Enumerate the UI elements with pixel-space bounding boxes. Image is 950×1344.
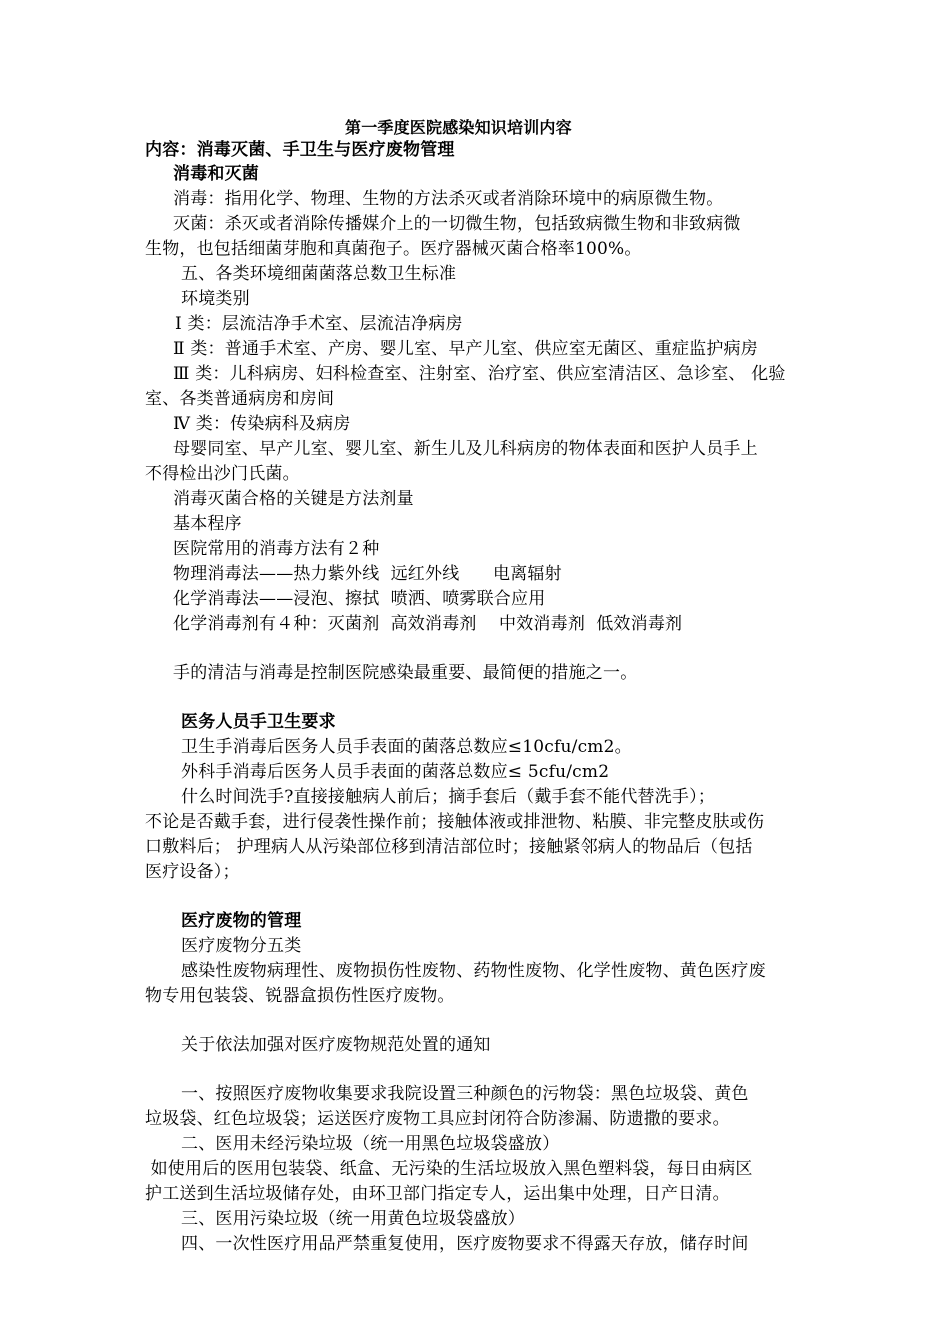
paragraph-line: 口敷料后； 护理病人从污染部位移到清洁部位时；接触紧邻病人的物品后（包括: [145, 837, 753, 857]
paragraph-line: Ⅲ 类：儿科病房、妇科检查室、注射室、治疗室、供应室清洁区、急诊室、 化验: [173, 364, 786, 384]
paragraph-line: 物理消毒法——热力紫外线 远红外线 电离辐射: [173, 564, 562, 584]
paragraph-line: Ⅳ 类：传染病科及病房: [173, 414, 351, 434]
paragraph-line: 化学消毒法——浸泡、擦拭 喷洒、喷雾联合应用: [173, 589, 546, 609]
paragraph-line: 感染性废物病理性、废物损伤性废物、药物性废物、化学性废物、黄色医疗废: [181, 961, 766, 981]
paragraph-line: 医疗设备）；: [145, 862, 240, 882]
paragraph-line: 三、医用污染垃圾（统一用黄色垃圾袋盛放）: [181, 1209, 525, 1229]
paragraph-line: 四、一次性医疗用品严禁重复使用，医疗废物要求不得露天存放，储存时间: [181, 1234, 749, 1254]
paragraph-line: 母婴同室、早产儿室、婴儿室、新生儿及儿科病房的物体表面和医护人员手上: [173, 439, 758, 459]
paragraph-line: 生物，也包括细菌芽胞和真菌孢子。医疗器械灭菌合格率100%。: [145, 239, 642, 259]
paragraph-line: 灭菌：杀灭或者消除传播媒介上的一切微生物，包括致病微生物和非致病微: [173, 214, 741, 234]
paragraph-line: 五、各类环境细菌菌落总数卫生标准: [181, 264, 457, 284]
paragraph-line: Ⅰ 类：层流洁净手术室、层流洁净病房: [175, 314, 463, 334]
paragraph-line: 一、按照医疗废物收集要求我院设置三种颜色的污物袋：黑色垃圾袋、黄色: [181, 1084, 749, 1104]
section-heading-disinfection: 消毒和灭菌: [173, 164, 259, 184]
paragraph-line: 什么时间洗手?直接接触病人前后；摘手套后（戴手套不能代替洗手）；: [181, 787, 716, 807]
document-title: 第一季度医院感染知识培训内容: [345, 118, 572, 137]
paragraph-line: 化学消毒剂有４种：灭菌剂 高效消毒剂 中效消毒剂 低效消毒剂: [173, 614, 683, 634]
paragraph-line: 基本程序: [173, 514, 242, 534]
paragraph-line: 如使用后的医用包装袋、纸盒、无污染的生活垃圾放入黑色塑料袋，每日由病区: [145, 1159, 753, 1179]
paragraph-line: Ⅱ 类：普通手术室、产房、婴儿室、早产儿室、供应室无菌区、重症监护病房: [173, 339, 758, 359]
paragraph-line: 手的清洁与消毒是控制医院感染最重要、最简便的措施之一。: [173, 663, 638, 683]
paragraph-line: 垃圾袋、红色垃圾袋；运送医疗废物工具应封闭符合防渗漏、防遗撒的要求。: [145, 1109, 730, 1129]
notice-title: 关于依法加强对医疗废物规范处置的通知: [181, 1035, 491, 1055]
paragraph-line: 不得检出沙门氏菌。: [145, 464, 300, 484]
paragraph-line: 消毒灭菌合格的关键是方法剂量: [173, 489, 414, 509]
content-heading: 内容：消毒灭菌、手卫生与医疗废物管理: [145, 140, 455, 160]
paragraph-line: 外科手消毒后医务人员手表面的菌落总数应≤ 5cfu/cm2: [181, 762, 610, 782]
paragraph-line: 护工送到生活垃圾储存处，由环卫部门指定专人，运出集中处理，日产日清。: [145, 1184, 730, 1204]
paragraph-line: 不论是否戴手套，进行侵袭性操作前；接触体液或排泄物、粘膜、非完整皮肤或伤: [145, 812, 765, 832]
paragraph-line: 环境类别: [181, 289, 250, 309]
section-heading-hand-hygiene: 医务人员手卫生要求: [181, 712, 336, 732]
paragraph-line: 卫生手消毒后医务人员手表面的菌落总数应≤10cfu/cm2。: [181, 737, 632, 757]
paragraph-line: 消毒：指用化学、物理、生物的方法杀灭或者消除环境中的病原微生物。: [173, 189, 724, 209]
paragraph-line: 医疗废物分五类: [181, 936, 302, 956]
paragraph-line: 室、各类普通病房和房间: [145, 389, 335, 409]
section-heading-medical-waste: 医疗废物的管理: [181, 911, 302, 931]
paragraph-line: 二、医用未经污染垃圾（统一用黑色垃圾袋盛放）: [181, 1134, 560, 1154]
paragraph-line: 物专用包装袋、锐器盒损伤性医疗废物。: [145, 986, 455, 1006]
paragraph-line: 医院常用的消毒方法有２种: [173, 539, 380, 559]
